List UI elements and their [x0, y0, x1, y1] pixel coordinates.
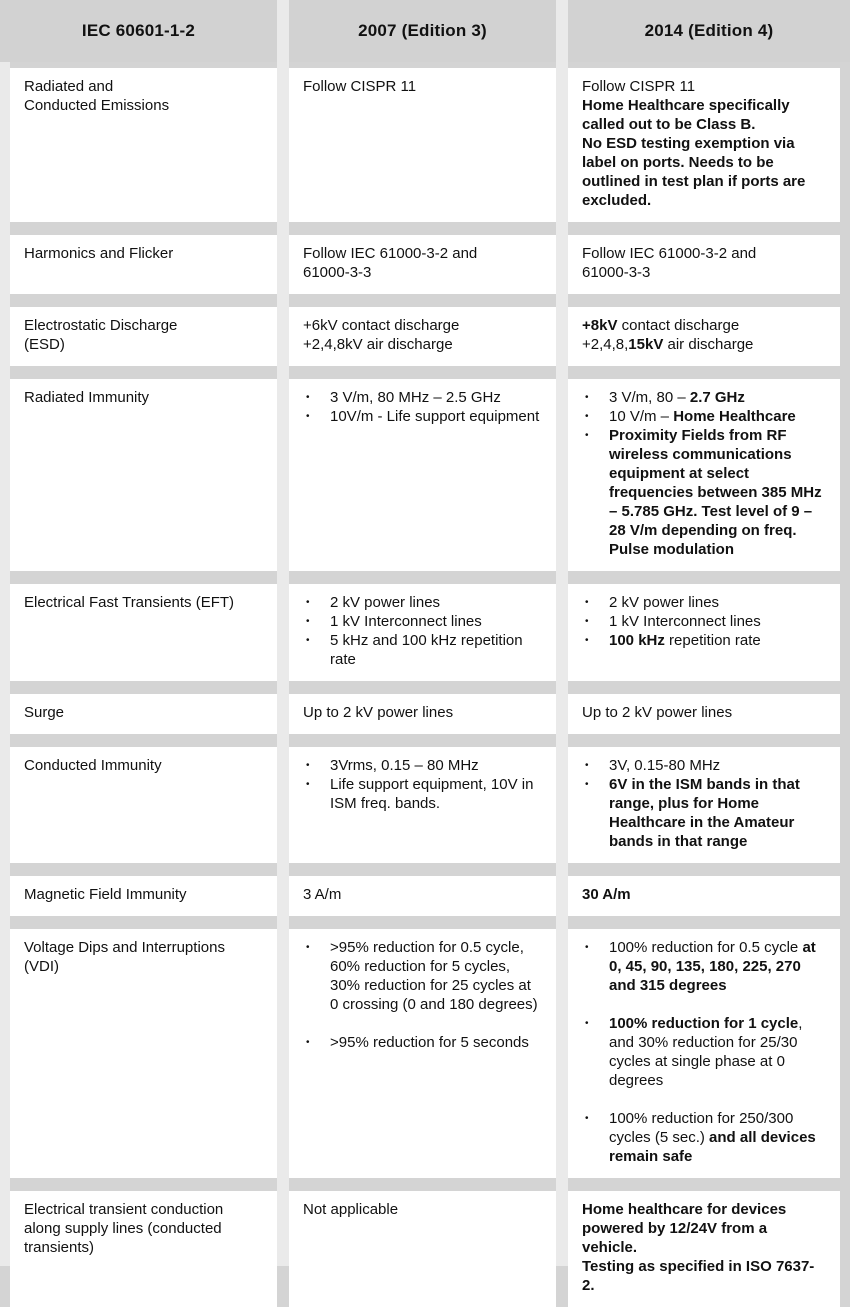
- text: 2 kV power lines: [330, 594, 441, 611]
- row-label-cell: [10, 584, 277, 681]
- cell-2007: [289, 379, 556, 571]
- text: +2,4,8,: [582, 336, 629, 353]
- bullet-text: [330, 938, 542, 1014]
- bullet-item: [582, 593, 826, 612]
- cell-2007: [289, 876, 556, 916]
- cell-2007: [289, 235, 556, 294]
- text: 3V, 0.15-80 MHz: [609, 757, 721, 774]
- bullet-item: [303, 407, 542, 426]
- text: contact discharge: [617, 317, 740, 334]
- bullet-text: [330, 593, 542, 612]
- paragraph: [582, 1200, 826, 1295]
- bullet-icon: •: [585, 411, 589, 422]
- bullet-icon: •: [306, 1037, 310, 1048]
- row-label-cell: [10, 235, 277, 294]
- text: Conducted Immunity: [24, 757, 162, 774]
- table-header-row: [0, 0, 850, 62]
- text: 3 A/m: [303, 886, 342, 903]
- bold-text: Home healthcare for devices powered by 12/24V from a vehicle.: [582, 1201, 787, 1256]
- text: Electrostatic Discharge: [24, 317, 178, 334]
- row-label-cell: [10, 694, 277, 734]
- bullet-text: [609, 1109, 826, 1166]
- bold-text: 6V in the ISM bands in that range, plus for Home Healthcare in the Amateur bands in that range: [609, 776, 800, 850]
- text: Radiated Immunity: [24, 389, 150, 406]
- bullet-icon: •: [585, 635, 589, 646]
- text: 5 kHz and 100 kHz repetition rate: [330, 632, 523, 668]
- bullet-item: [303, 388, 542, 407]
- text: (ESD): [24, 336, 65, 353]
- row-label-cell: [10, 876, 277, 916]
- bold-text: Testing as specified in ISO 7637-2.: [582, 1258, 815, 1294]
- text: 10 V/m –: [609, 408, 674, 425]
- cell-2007: [289, 1191, 556, 1307]
- text: 1 kV Interconnect lines: [330, 613, 482, 630]
- bullet-item: [582, 388, 826, 407]
- bullet-text: [609, 756, 826, 775]
- bullet-text: [330, 631, 542, 669]
- bullet-icon: •: [585, 430, 589, 441]
- paragraph: [582, 77, 826, 210]
- bullet-icon: •: [306, 779, 310, 790]
- bullet-text: [609, 612, 826, 631]
- text: (VDI): [24, 958, 59, 975]
- bullet-icon: •: [306, 411, 310, 422]
- cell-2007: [289, 307, 556, 366]
- bold-text: Home Healthcare specifically called out to be Class B.: [582, 97, 790, 133]
- bullet-text: [330, 775, 542, 813]
- bullet-icon: •: [306, 635, 310, 646]
- bullet-text: [330, 1033, 542, 1052]
- text: Not applicable: [303, 1201, 399, 1218]
- text: repetition rate: [664, 632, 761, 649]
- cell-2014: [568, 747, 840, 863]
- bullet-text: [609, 426, 826, 559]
- cell-2014: [568, 307, 840, 366]
- text: Electrical transient conduction along supply lines (conducted transients): [24, 1201, 224, 1256]
- row-label-cell: [10, 307, 277, 366]
- cell-2007: [289, 929, 556, 1178]
- bold-text: 100 kHz: [609, 632, 665, 649]
- bullet-item: [303, 775, 542, 813]
- bullet-text: [609, 593, 826, 612]
- bullet-text: [330, 388, 542, 407]
- paragraph: [303, 885, 542, 904]
- bullet-text: [609, 938, 826, 995]
- paragraph: [582, 885, 826, 904]
- text: , and 30% reduction for 25/30 cycles at single phase at 0 degrees: [609, 1015, 803, 1089]
- paragraph: [303, 1200, 542, 1219]
- row-label-cell: [10, 68, 277, 222]
- cell-2014: [568, 1191, 840, 1307]
- paragraph: [582, 244, 826, 282]
- bullet-item: [303, 593, 542, 612]
- cell-2014: [568, 379, 840, 571]
- text: air discharge: [663, 336, 754, 353]
- bullet-icon: •: [306, 392, 310, 403]
- text: Follow IEC 61000-3-2 and: [582, 245, 757, 262]
- bullet-text: [609, 631, 826, 650]
- bullet-item: [303, 1033, 542, 1052]
- bullet-item: [582, 1014, 826, 1090]
- paragraph: [582, 703, 826, 722]
- row-label-cell: [10, 747, 277, 863]
- bullet-text: [609, 407, 826, 426]
- bullet-icon: •: [306, 616, 310, 627]
- text: +2,4,8kV air discharge: [303, 336, 453, 353]
- bullet-text: [330, 612, 542, 631]
- row-label-cell: [10, 929, 277, 1178]
- paragraph: [303, 316, 542, 354]
- row-label-cell: [10, 1191, 277, 1307]
- bullet-item: [582, 426, 826, 559]
- bullet-text: [330, 756, 542, 775]
- bold-text: 15kV: [628, 336, 664, 353]
- bullet-item: [582, 631, 826, 650]
- cell-2014: [568, 929, 840, 1178]
- bold-text: Proximity Fields from RF wireless communications equipment at select frequencies between 385 MHz – 5.785 GHz. Test level of 9 – 28 V/m depending on freq. Pulse modulation: [609, 427, 822, 558]
- bold-text: at 0, 45, 90, 135, 180, 225, 270 and 315 degrees: [609, 939, 816, 994]
- bullet-item: [303, 938, 542, 1014]
- bullet-icon: •: [585, 392, 589, 403]
- bullet-icon: •: [585, 942, 589, 953]
- bullet-item: [582, 612, 826, 631]
- cell-2014: [568, 876, 840, 916]
- text: Follow CISPR 11: [303, 78, 417, 95]
- cell-2014: [568, 694, 840, 734]
- text: >95% reduction for 5 seconds: [330, 1034, 529, 1051]
- header-cell-edition4: 2014 (Edition 4): [568, 0, 850, 62]
- bullet-icon: •: [585, 597, 589, 608]
- bullet-item: [582, 407, 826, 426]
- text: Radiated and: [24, 78, 114, 95]
- bullet-item: [303, 756, 542, 775]
- bullet-icon: •: [306, 597, 310, 608]
- text: 2 kV power lines: [609, 594, 720, 611]
- bullet-item: [582, 756, 826, 775]
- bullet-text: [609, 1014, 826, 1090]
- bold-text: Home Healthcare: [673, 408, 796, 425]
- text: Electrical Fast Transients (EFT): [24, 594, 235, 611]
- bold-text: and all devices remain safe: [609, 1129, 816, 1165]
- cell-2007: [289, 694, 556, 734]
- bullet-icon: •: [585, 1018, 589, 1029]
- text: 100% reduction for 0.5 cycle: [609, 939, 803, 956]
- cell-2014: [568, 68, 840, 222]
- text: Up to 2 kV power lines: [303, 704, 454, 721]
- bullet-item: [582, 938, 826, 995]
- text: +6kV contact discharge: [303, 317, 460, 334]
- bullet-icon: •: [585, 1113, 589, 1124]
- text: 3Vrms, 0.15 – 80 MHz: [330, 757, 479, 774]
- paragraph: [303, 703, 542, 722]
- bullet-text: [330, 407, 542, 426]
- text: 3 V/m, 80 –: [609, 389, 690, 406]
- cell-2007: [289, 68, 556, 222]
- text: 3 V/m, 80 MHz – 2.5 GHz: [330, 389, 501, 406]
- text: Up to 2 kV power lines: [582, 704, 733, 721]
- bullet-icon: •: [585, 779, 589, 790]
- text: Harmonics and Flicker: [24, 245, 174, 262]
- text: Follow CISPR 11: [582, 78, 696, 95]
- paragraph: [582, 316, 826, 354]
- bullet-item: [303, 631, 542, 669]
- bullet-icon: •: [306, 760, 310, 771]
- text: Voltage Dips and Interruptions: [24, 939, 225, 956]
- bullet-text: [609, 775, 826, 851]
- bullet-icon: •: [306, 942, 310, 953]
- left-margin-gutter: [0, 62, 10, 1266]
- text: >95% reduction for 0.5 cycle, 60% reduction for 5 cycles, 30% reduction for 25 cycles at 0 crossing (0 and 180 degrees): [330, 939, 538, 1013]
- bullet-item: [582, 775, 826, 851]
- bold-text: +8kV: [582, 317, 618, 334]
- paragraph: [303, 244, 542, 282]
- text: Life support equipment, 10V in ISM freq. bands.: [330, 776, 534, 812]
- bold-text: 30 A/m: [582, 886, 631, 903]
- bullet-item: [303, 612, 542, 631]
- cell-2007: [289, 584, 556, 681]
- header-cell-edition3: 2007 (Edition 3): [289, 0, 556, 62]
- bullet-icon: •: [585, 616, 589, 627]
- text: 10V/m - Life support equipment: [330, 408, 540, 425]
- bullet-item: [582, 1109, 826, 1166]
- text: 100% reduction for 250/300 cycles (5 sec.): [609, 1110, 794, 1146]
- bold-text: 100% reduction for 1 cycle: [609, 1015, 799, 1032]
- paragraph: [303, 77, 542, 96]
- text: 1 kV Interconnect lines: [609, 613, 761, 630]
- text: Follow IEC 61000-3-2 and: [303, 245, 478, 262]
- bullet-text: [609, 388, 826, 407]
- bullet-icon: •: [585, 760, 589, 771]
- bold-text: No ESD testing exemption via label on ports. Needs to be outlined in test plan if ports are excluded.: [582, 135, 806, 209]
- text: Magnetic Field Immunity: [24, 886, 187, 903]
- text: 61000-3-3: [303, 264, 372, 281]
- bold-text: 2.7 GHz: [689, 389, 745, 406]
- text: 61000-3-3: [582, 264, 651, 281]
- comparison-table-body: [10, 68, 850, 1307]
- text: Surge: [24, 704, 65, 721]
- text: Conducted Emissions: [24, 97, 170, 114]
- row-label-cell: [10, 379, 277, 571]
- header-cell-standard: IEC 60601-1-2: [0, 0, 277, 62]
- cell-2014: [568, 584, 840, 681]
- cell-2014: [568, 235, 840, 294]
- cell-2007: [289, 747, 556, 863]
